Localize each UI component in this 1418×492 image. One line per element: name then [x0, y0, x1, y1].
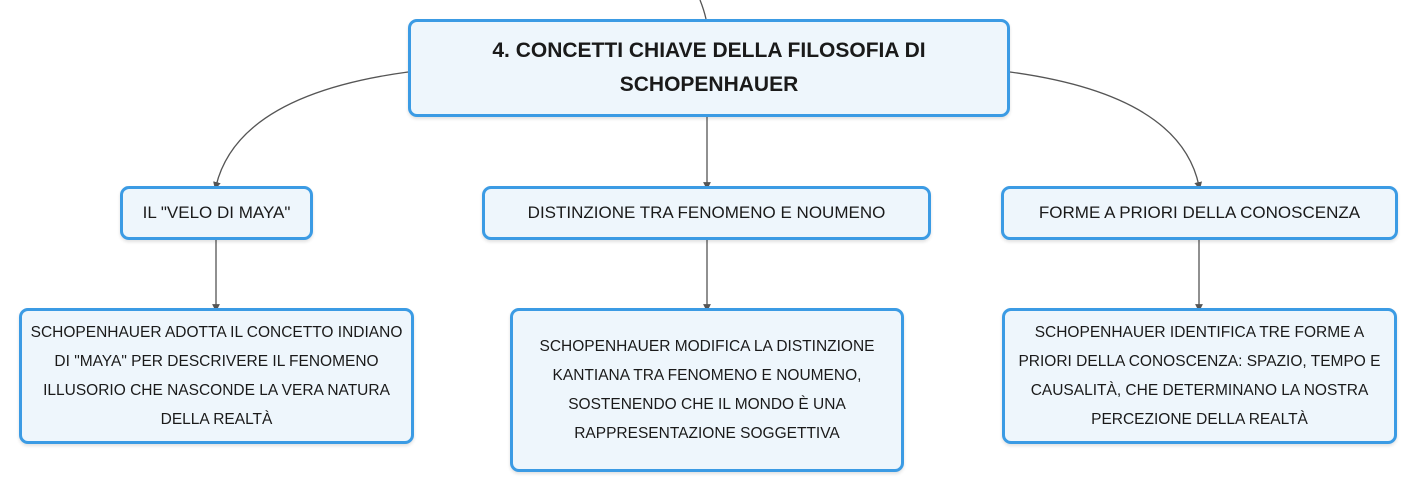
- subtopic-forme-a-priori-detail[interactable]: [1002, 308, 1397, 444]
- topic-forme-a-priori[interactable]: [1001, 186, 1398, 240]
- subtopic-text: SCHOPENHAUER IDENTIFICA TRE FORME A PRIORI DELLA CONOSCENZA: SPAZIO, TEMPO E CAUSALITÀ, CHE DETERMINANO LA NOSTRA PERCEZIONE DELLA REALTÀ: [1018, 324, 1381, 428]
- root-topic-node[interactable]: [408, 19, 1010, 117]
- subtopic-velo-di-maya-detail[interactable]: [19, 308, 414, 444]
- topic-velo-di-maya[interactable]: [120, 186, 313, 240]
- topic-label: FORME A PRIORI DELLA CONOSCENZA: [1038, 203, 1361, 222]
- subtopic-fenomeno-noumeno-detail[interactable]: [510, 308, 904, 472]
- subtopic-text: SCHOPENHAUER ADOTTA IL CONCETTO INDIANO DI "MAYA" PER DESCRIVERE IL FENOMENO ILLUSORIO CHE NASCONDE LA VERA NATURA DELLA REALTÀ: [30, 324, 403, 428]
- topic-fenomeno-noumeno[interactable]: [482, 186, 931, 240]
- connector-root-branch-1: [216, 72, 408, 186]
- subtopic-text: SCHOPENHAUER MODIFICA LA DISTINZIONE KANTIANA TRA FENOMENO E NOUMENO, SOSTENENDO CHE IL MONDO È UNA RAPPRESENTAZIONE SOGGETTIVA: [539, 338, 875, 442]
- topic-label: IL "VELO DI MAYA": [142, 203, 291, 222]
- connector-root-branch-3: [1010, 72, 1199, 186]
- topic-label: DISTINZIONE TRA FENOMENO E NOUMENO: [527, 203, 886, 222]
- root-topic-title: 4. CONCETTI CHIAVE DELLA FILOSOFIA DI SCHOPENHAUER: [492, 39, 926, 96]
- parent-connector: [700, 0, 706, 19]
